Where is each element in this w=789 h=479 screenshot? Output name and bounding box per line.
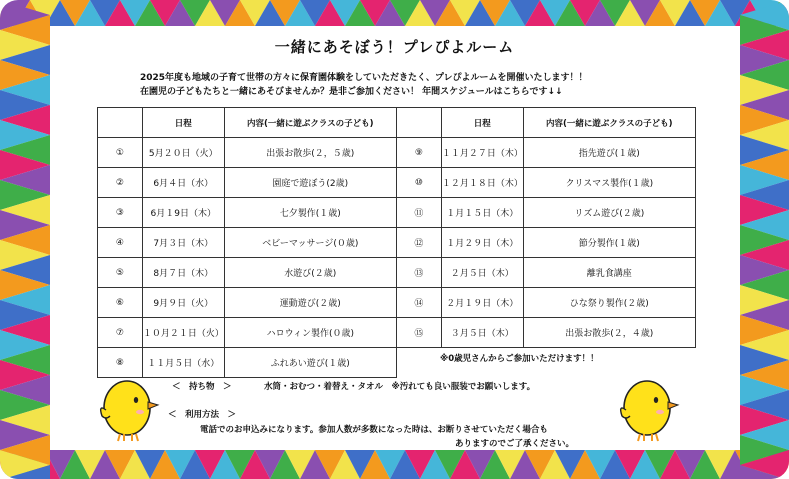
row-date: 5月２０日（火） [142, 138, 224, 168]
row-content: ふれあい遊び(１歳) [224, 348, 396, 378]
header-no [397, 108, 442, 138]
table-row [98, 198, 397, 228]
belongings-label: ＜ 持ち物 ＞ [172, 382, 232, 392]
table-row [397, 318, 696, 348]
table-row [397, 228, 696, 258]
row-date: １１月２７日（木） [441, 138, 523, 168]
chick-illustration-right [616, 374, 682, 442]
row-content: 水遊び(２歳) [224, 258, 396, 288]
row-content: 出張お散歩(２，５歳) [224, 138, 396, 168]
intro-line-2: 在園児の子どもたちと一緒にあそびませんか？是非ご参加ください！ 年間スケジュールはこちらです↓↓ [140, 87, 563, 97]
zero-age-note: ※0歳児さんからご参加いただけます！！ [440, 354, 599, 364]
row-number: ③ [98, 198, 143, 228]
row-content: 運動遊び(２歳) [224, 288, 396, 318]
schedule-table-left [97, 107, 397, 378]
row-date: １月１５日（木） [441, 198, 523, 228]
table-row [98, 228, 397, 258]
usage-line-1: 電話でのお申込みになります。参加人数が多数になった時は、お断りさせていただく場合も [200, 425, 548, 435]
row-content: 七夕製作(１歳) [224, 198, 396, 228]
table-header-row [397, 108, 696, 138]
row-date: １０月２１日（火） [142, 318, 224, 348]
row-number: ⑧ [98, 348, 143, 378]
table-row [98, 348, 397, 378]
header-no [98, 108, 143, 138]
row-date: １２月１８日（木） [441, 168, 523, 198]
intro-line-1: 2025年度も地域の子育て世帯の方々に保育園体験をしていただきたく、プレぴよルームを開催いたします！！ [140, 73, 588, 83]
table-row [98, 138, 397, 168]
belongings-text: 水筒・おむつ・着替え・タオル ※汚れても良い服装でお願いします。 [264, 382, 536, 392]
row-content: ベビーマッサージ(０歳) [224, 228, 396, 258]
header-content: 内容(一緒に遊ぶクラスの子ども) [523, 108, 695, 138]
table-row [98, 288, 397, 318]
table-row [397, 258, 696, 288]
row-number: ⑮ [397, 318, 442, 348]
usage-line-2: ありますのでご了承ください。 [455, 439, 575, 449]
row-date: ２月１９日（木） [441, 288, 523, 318]
table-row [397, 168, 696, 198]
table-row [98, 168, 397, 198]
row-number: ⑦ [98, 318, 143, 348]
row-date: 9月９日（火） [142, 288, 224, 318]
header-date: 日程 [441, 108, 523, 138]
table-row [98, 318, 397, 348]
row-date: ２月５日（木） [441, 258, 523, 288]
row-date: ３月５日（木） [441, 318, 523, 348]
row-number: ⑤ [98, 258, 143, 288]
page-title: 一緒にあそぼう！プレぴよルーム [274, 38, 515, 56]
row-content: ハロウィン製作(０歳) [224, 318, 396, 348]
row-number: ⑪ [397, 198, 442, 228]
header-content: 内容(一緒に遊ぶクラスの子ども) [224, 108, 396, 138]
row-date: 8月７日（木） [142, 258, 224, 288]
row-content: 指先遊び(１歳) [523, 138, 695, 168]
row-number: ④ [98, 228, 143, 258]
row-number: ⑬ [397, 258, 442, 288]
row-number: ② [98, 168, 143, 198]
row-number: ⑫ [397, 228, 442, 258]
header-date: 日程 [142, 108, 224, 138]
row-content: 離乳食講座 [523, 258, 695, 288]
row-number: ⑨ [397, 138, 442, 168]
chick-illustration-left [96, 374, 162, 442]
row-content: 出張お散歩(２，４歳) [523, 318, 695, 348]
table-row [98, 258, 397, 288]
row-number: ① [98, 138, 143, 168]
row-date: 7月３日（木） [142, 228, 224, 258]
row-content: リズム遊び(２歳) [523, 198, 695, 228]
row-date: 6月１9日（木） [142, 198, 224, 228]
row-content: 節分製作(１歳) [523, 228, 695, 258]
row-content: 園庭で遊ぼう(2歳) [224, 168, 396, 198]
row-number: ⑩ [397, 168, 442, 198]
table-row [397, 288, 696, 318]
table-row [397, 198, 696, 228]
row-content: クリスマス製作(１歳) [523, 168, 695, 198]
usage-label: ＜ 利用方法 ＞ [168, 410, 237, 420]
row-date: １月２９日（木） [441, 228, 523, 258]
row-content: ひな祭り製作(２歳) [523, 288, 695, 318]
schedule-table-right [396, 107, 696, 348]
table-header-row [98, 108, 397, 138]
row-date: １１月５日（水） [142, 348, 224, 378]
row-number: ⑭ [397, 288, 442, 318]
row-number: ⑥ [98, 288, 143, 318]
table-row [397, 138, 696, 168]
row-date: 6月４日（水） [142, 168, 224, 198]
